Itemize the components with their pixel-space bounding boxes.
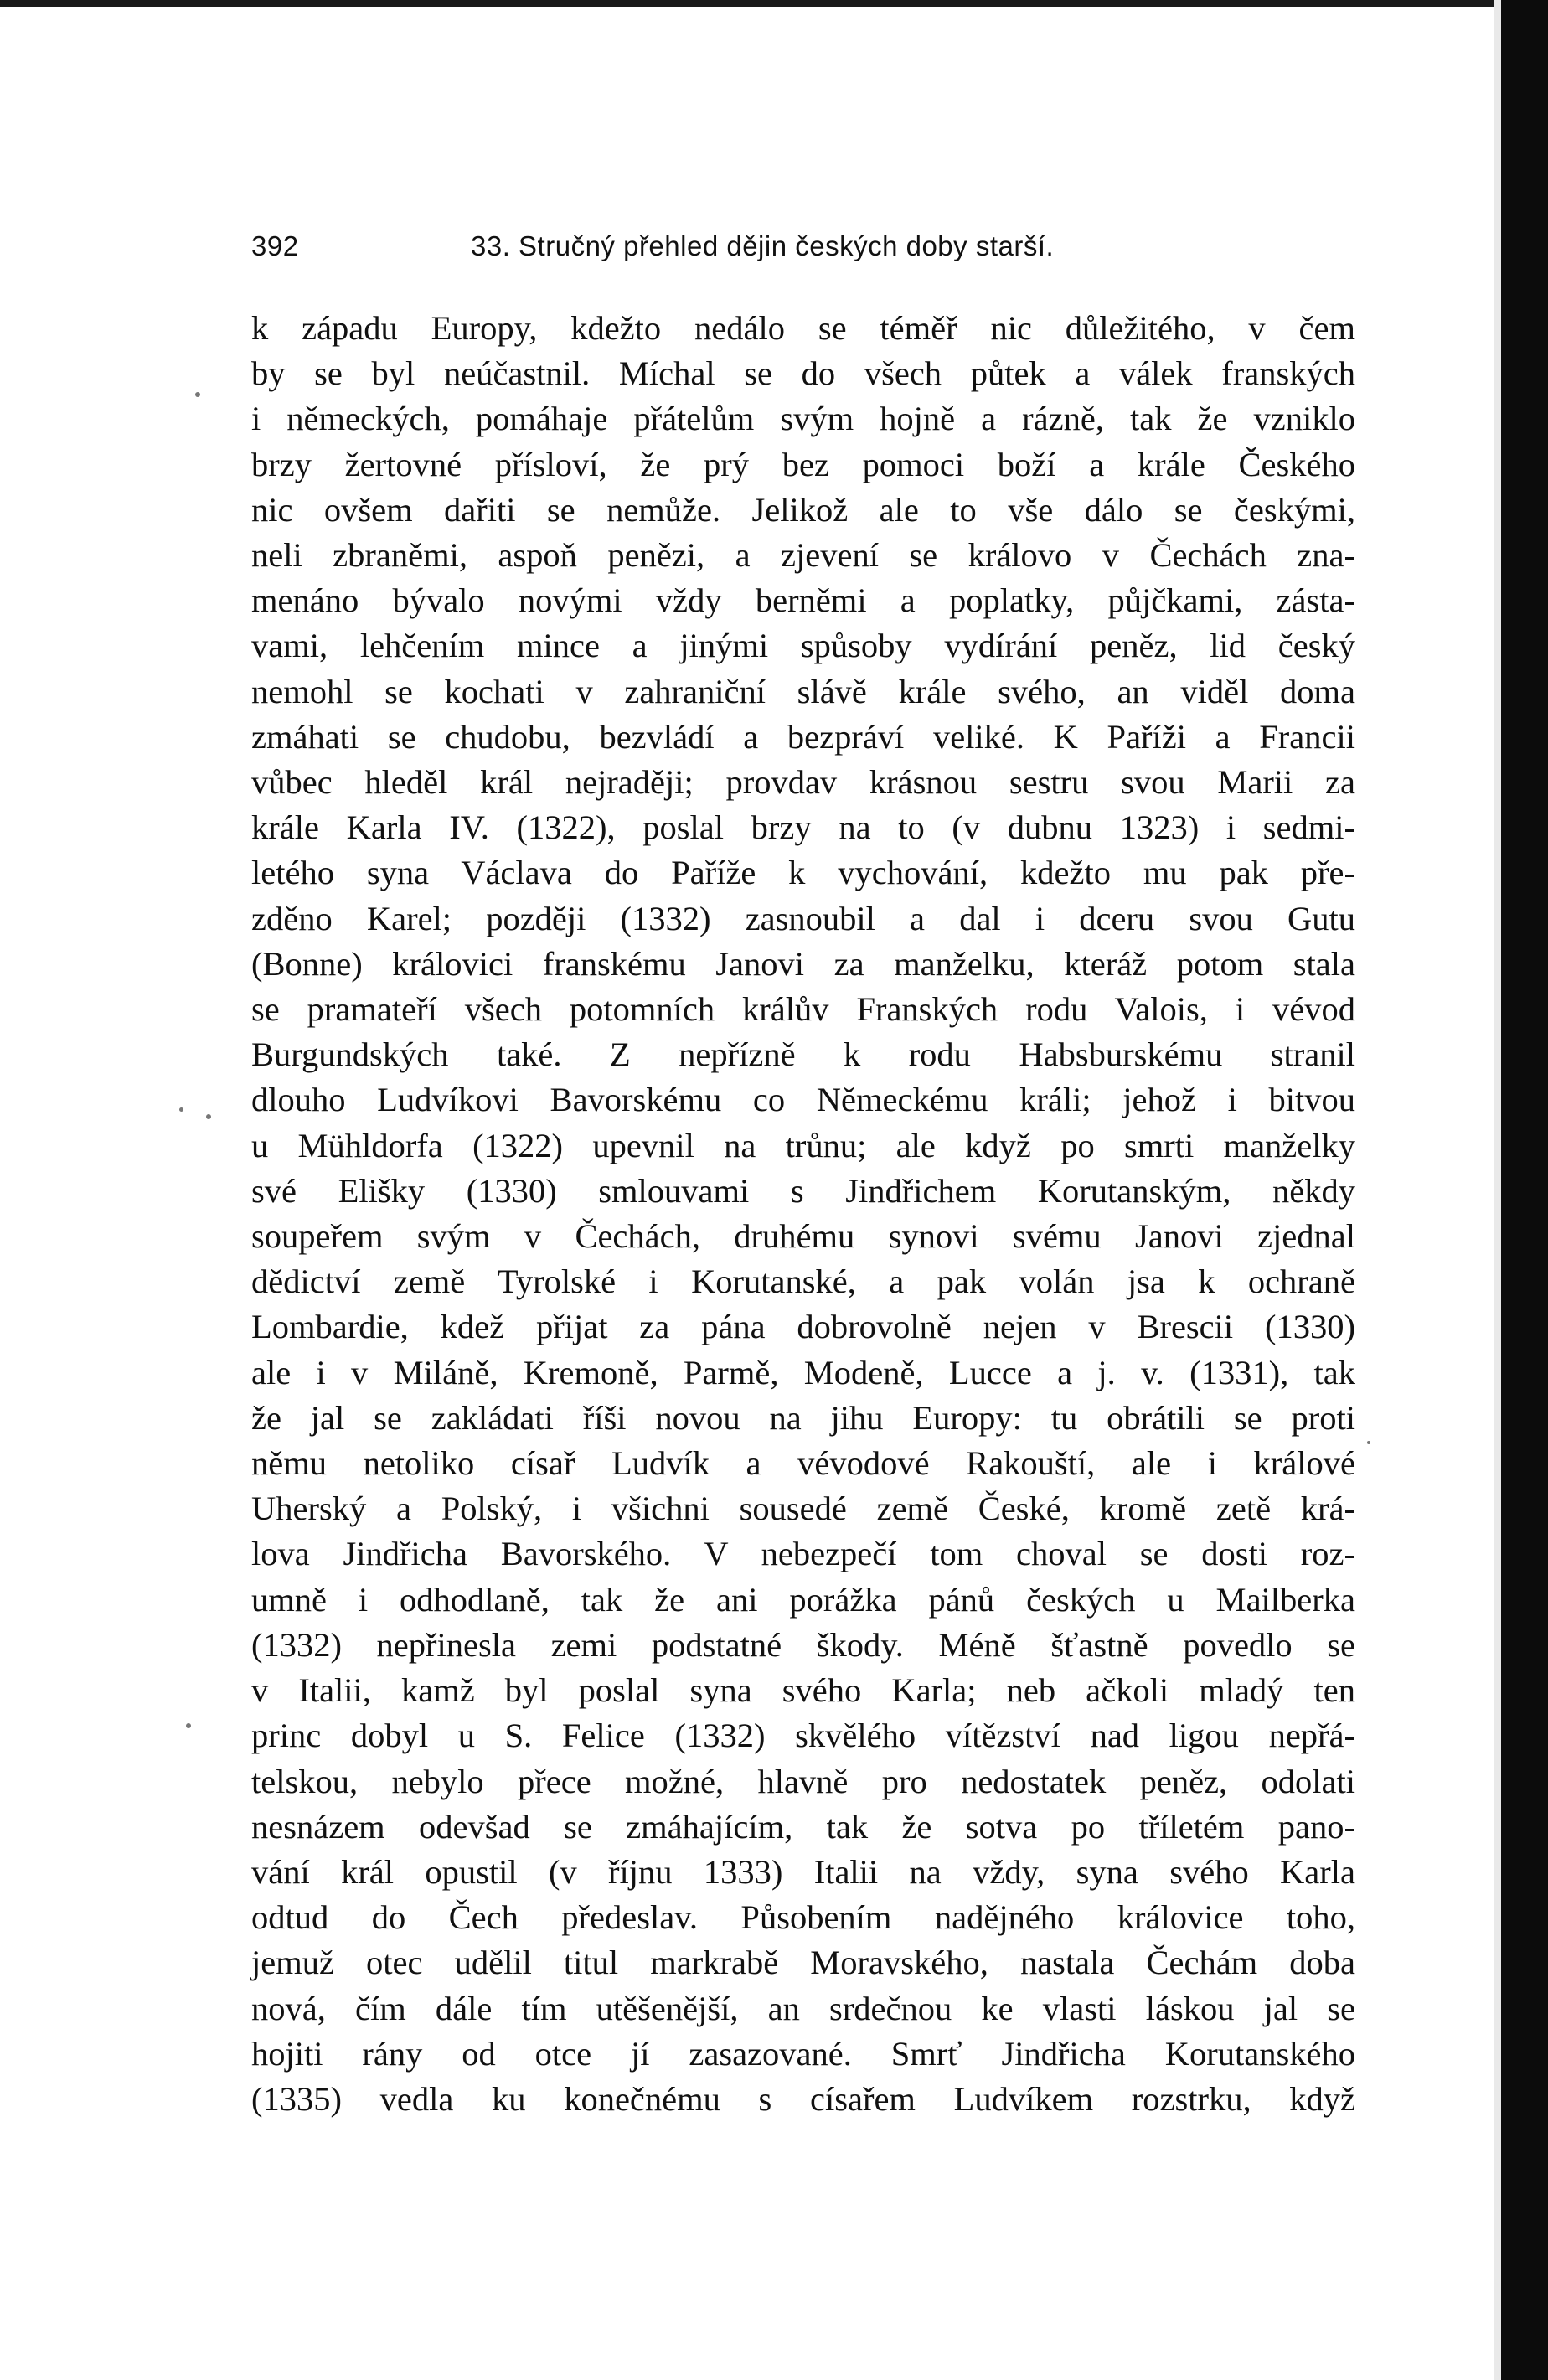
body-text <box>251 306 1355 2122</box>
text-line: zmáhati se chudobu, bezvládí a bezpráví veliké. K Paříži a Francii <box>251 717 1355 756</box>
text-line: se pramateří všech potomních králův Franských rodu Valois, i vévod <box>251 990 1355 1029</box>
text-line: u Mühldorfa (1322) upevnil na trůnu; ale když po smrti manželky <box>251 1126 1355 1164</box>
text-line: princ dobyl u S. Felice (1332) skvělého vítězství nad ligou nepřá- <box>251 1717 1355 1755</box>
text-line: brzy žertovné přísloví, že prý bez pomoci boží a krále Českého <box>251 445 1355 483</box>
text-line: v Italii, kamž byl poslal syna svého Karla; neb ačkoli mladý ten <box>251 1671 1355 1710</box>
text-line: telskou, nebylo přece možné, hlavně pro nedostatek peněz, odolati <box>251 1762 1355 1800</box>
text-line: (Bonne) královici franskému Janovi za manželku, kteráž potom stala <box>251 944 1355 983</box>
text-line: nemohl se kochati v zahraniční slávě krále svého, an viděl doma <box>251 672 1355 710</box>
chapter-title: 33. Stručný přehled dějin českých doby starší. <box>471 230 1055 261</box>
text-line: jemuž otec udělil titul markrabě Moravského, nastala Čechám doba <box>251 1944 1355 1982</box>
text-line: odtud do Čech předeslav. Působením nadějného královice toho, <box>251 1898 1355 1937</box>
text-line: Burgundských také. Z nepřízně k rodu Habsburskému stranil <box>251 1035 1355 1074</box>
text-line: (1332) nepřinesla zemi podstatné škody. Méně šťastně povedlo se <box>251 1625 1355 1664</box>
book-page <box>251 230 1355 2122</box>
text-line: zděno Karel; později (1332) zasnoubil a dal i dceru svou Gutu <box>251 899 1355 937</box>
text-line: nesnázem odevšad se zmáhajícím, tak že sotva po tříletém pano- <box>251 1807 1355 1846</box>
scan-border-right <box>1501 0 1548 2380</box>
text-line: soupeřem svým v Čechách, druhému synovi svému Janovi zjednal <box>251 1217 1355 1256</box>
text-line: neli zbraněmi, aspoň penězi, a zjevení se královo v Čechách zna- <box>251 536 1355 575</box>
text-line: i německých, pomáhaje přátelům svým hojně a rázně, tak že vzniklo <box>251 400 1355 438</box>
text-line: menáno bývalo novými vždy berněmi a poplatky, půjčkami, zásta- <box>251 581 1355 620</box>
text-line: hojiti rány od otce jí zasazované. Smrť Jindřicha Korutanského <box>251 2034 1355 2073</box>
text-line: umně i odhodlaně, tak že ani porážka pánů českých u Mailberka <box>251 1580 1355 1619</box>
text-line: dědictví země Tyrolské i Korutanské, a pak volán jsa k ochraně <box>251 1262 1355 1301</box>
text-line: nová, čím dále tím utěšenější, an srdečnou ke vlasti láskou jal se <box>251 1989 1355 2027</box>
text-line: že jal se zakládati říši novou na jihu Europy: tu obrátili se proti <box>251 1398 1355 1437</box>
text-line: (1335) vedla ku konečnému s císařem Ludvíkem rozstrku, když <box>251 2079 1355 2118</box>
text-line: letého syna Václava do Paříže k vychování, kdežto mu pak pře- <box>251 854 1355 892</box>
text-line: ale i v Miláně, Kremoně, Parmě, Modeně, Lucce a j. v. (1331), tak <box>251 1353 1355 1391</box>
text-line: k západu Europy, kdežto nedálo se téměř nic důležitého, v čem <box>251 309 1355 347</box>
text-line: vání král opustil (v říjnu 1333) Italii na vždy, syna svého Karla <box>251 1852 1355 1891</box>
text-line: by se byl neúčastnil. Míchal se do všech půtek a válek franských <box>251 354 1355 393</box>
text-line: své Elišky (1330) smlouvami s Jindřichem Korutanským, někdy <box>251 1171 1355 1210</box>
text-line: lova Jindřicha Bavorského. V nebezpečí tom choval se dosti roz- <box>251 1535 1355 1573</box>
text-line: vami, lehčením mince a jinými spůsoby vydírání peněz, lid český <box>251 627 1355 665</box>
scan-gutter <box>1494 0 1501 2380</box>
running-head <box>251 230 1355 271</box>
text-line: němu netoliko císař Ludvík a vévodové Rakouští, ale i králové <box>251 1444 1355 1483</box>
text-line: vůbec hleděl král nejraději; provdav krásnou sestru svou Marii za <box>251 763 1355 802</box>
text-line: dlouho Ludvíkovi Bavorskému co Německému králi; jehož i bitvou <box>251 1081 1355 1119</box>
text-line: Lombardie, kdež přijat za pána dobrovolně nejen v Brescii (1330) <box>251 1308 1355 1346</box>
text-line: Uherský a Polský, i všichni sousedé země České, kromě zetě krá- <box>251 1489 1355 1528</box>
page-number: 392 <box>251 230 299 261</box>
text-line: nic ovšem dařiti se nemůže. Jelikož ale to vše dálo se českými, <box>251 490 1355 529</box>
text-line: krále Karla IV. (1322), poslal brzy na to (v dubnu 1323) i sedmi- <box>251 808 1355 847</box>
scan-border-top <box>0 0 1508 7</box>
